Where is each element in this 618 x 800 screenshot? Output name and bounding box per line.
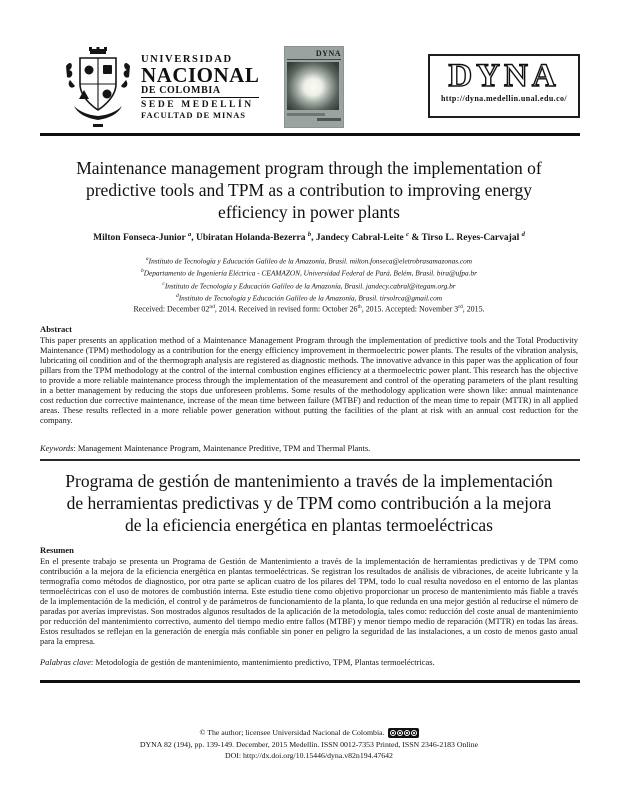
cc-nc-icon: [404, 730, 410, 736]
keywords-label: Keywords: [40, 443, 74, 453]
journal-logo-box: [428, 54, 580, 118]
journal-url: http://dyna.medellin.unal.edu.co/: [440, 94, 568, 103]
footer-copyright-text: © The author; licensee Universidad Nacional de Colombia.: [199, 728, 385, 737]
article-title-en: [49, 157, 569, 223]
resumen-heading: Resumen: [40, 545, 74, 555]
received-dates-line: Received: December 02nd, 2014. Received in revised form: October 26th, 2015. Accepted: November 3rd, 2015.: [133, 304, 485, 314]
university-line-facultad-de-minas: FACULTAD DE MINAS: [141, 110, 246, 120]
palabras-clave-text: : Metodología de gestión de mantenimiento, mantenimiento predictivo, TPM, Plantas termoeléctricas.: [90, 657, 435, 667]
palabras-clave-label: Palabras clave: [40, 657, 91, 667]
affiliations-block: [40, 254, 578, 304]
article-title-es-line: de herramientas predictivas y de TPM como contribución a la mejora: [66, 493, 552, 513]
article-title-en-line: Maintenance management program through the implementation of: [76, 158, 542, 178]
footer-doi-line: DOI: http://dx.doi.org/10.15446/dyna.v82n194.47642: [225, 751, 393, 760]
footer-divider-rule: [40, 680, 580, 683]
unal-crest-logo: [60, 46, 136, 130]
footer-block: [40, 727, 578, 762]
journal-cover-thumbnail: [284, 46, 344, 128]
authors-line: Milton Fonseca-Junior $^a$, Ubiratan Holanda-Bezerra $^b$, Jandecy Cabral-Leite $^c$ & Tirso L. Reyes-Carvajal $^d$: [93, 231, 525, 244]
affiliation-line: $^a$Instituto de Tecnología y Educación Galileo de la Amazonía, Brasil. milton.fonseca@eletrobrasamazonas.com: [145, 256, 473, 266]
footer-copyright-line: [40, 727, 578, 739]
keywords-text: : Management Maintenance Program, Maintenance Preditive, TPM and Thermal Plants.: [73, 443, 371, 453]
university-line-sede-medellin: SEDE MEDELLÍN: [141, 100, 254, 110]
cover-image: [287, 62, 339, 110]
article-title-en-line: predictive tools and TPM as a contribution to improving energy: [85, 180, 533, 200]
article-title-es-line: Programa de gestión de mantenimiento a través de la implementación: [65, 471, 553, 491]
cc-by-icon: [397, 730, 403, 736]
affiliation-line: $^b$Departamento de Ingeniería Eléctrica - CEAMAZON, Universidad Federal de Pará, Belém, Brasil. bira@ufpa.br: [141, 268, 477, 278]
university-line-universidad: UNIVERSIDAD: [141, 54, 233, 65]
university-wordmark: [141, 54, 281, 120]
cc-nd-icon: [411, 730, 417, 736]
header-divider-rule: [40, 133, 580, 136]
keywords-line: [40, 443, 578, 453]
palabras-clave-line: [40, 657, 578, 667]
article-title-en-line: efficiency in power plants: [218, 202, 400, 222]
article-title-es: [44, 470, 574, 536]
affiliation-line: $^d$Instituto de Tecnología y Educación Galileo de la Amazonía, Brasil. tirsolrca@gmail.com: [176, 293, 442, 303]
footer-citation-line: DYNA 82 (194), pp. 139-149. December, 2015 Medellín. ISSN 0012-7353 Printed, ISSN 2346-2183 Online: [139, 739, 479, 749]
cc-icon: [390, 730, 396, 736]
section-divider-rule: [40, 459, 580, 461]
cover-rule: [287, 59, 341, 60]
abstract-text: This paper presents an application method of a Maintenance Management Program through the implementation of predictive tools and the Total Productivity Maintenance (TPM) methodology as a contribution for the energy efficiency improvement in thermoelectric power plants. The results of the vibration analysis, lubricating oil condition and of the thermograph analysis are registered as diagnostic methods. The innovative advance in this paper was the application of four pillars from the TPM methodology at the control of the internal combustion engines efficiency at a thermoelectric power plant. This research has the objective to provide a more reliable maintenance process through the implementation of the measurement and control of the operating parameters of the plant resulting in a better management by reducing the stops due unforeseen problems. Some results of the methodology application were shown like: annual maintenance cost reduction due corrective maintenance, increase of the mean time between failure (MTBF) and reduction of the mean time to repair (MTTR) in all applied areas. These results reflected in a more reliable power generation without putting the facilities of the plant at risk with an annual cost reduction for the company.: [40, 335, 578, 425]
article-title-es-line: de la eficiencia energética en plantas termoeléctricas: [125, 515, 493, 535]
cover-caption-bar: [287, 113, 325, 116]
journal-logo-wordmark: DYNA: [448, 58, 560, 94]
resumen-text: En el presente trabajo se presenta un Programa de Gestión de Mantenimiento a través de la implementación de herramientas predictivas y de TPM como contribución a la mejora de la eficiencia energética en plantas termoeléctricas. Se registran los resultados de análisis de vibraciones, de aceite lubricante y la termografía como métodos de diagnostico, por otra parte se aplican cuatro de los pilares del TPM, todo lo cual resulta novedoso en el entorno de las plantas termoeléctricas con el uso de motores de combustión interna. Este estudio tiene como objetivo proporcionar un proceso de mantenimiento más fiable a través de la implementación de la medición, el control y de parámetros de funcionamiento de la planta, lo que redunda en una mejor gestión al reducirse el número de paradas por averías imprevistas. Son mostrados algunos resultados de la aplicación de la metodología, tales como: reducción del coste anual de mantenimiento por reducción del mantenimiento correctivo, aumento del tiempo medio entre fallos (MTBF) y menor tiempo medio de reparación (MTTR) en todas las áreas. Estos resultados se reflejan en la generación de energía más confiable sin poner en peligro la seguridad de las instalaciones, a un costo de menos gasto anual para la empresa.: [40, 556, 578, 646]
cover-title: DYNA: [315, 49, 341, 58]
university-line-nacional: NACIONAL: [141, 63, 260, 87]
cover-caption-bar: [317, 118, 341, 121]
university-line-de-colombia: DE COLOMBIA: [141, 85, 259, 98]
cc-license-badge: [388, 728, 419, 738]
affiliation-line: $^c$Instituto de Tecnología y Educación Galileo de la Amazonía, Brasil. jandecy.cabral@itegam.org.br: [162, 280, 456, 291]
abstract-heading: Abstract: [40, 324, 72, 334]
